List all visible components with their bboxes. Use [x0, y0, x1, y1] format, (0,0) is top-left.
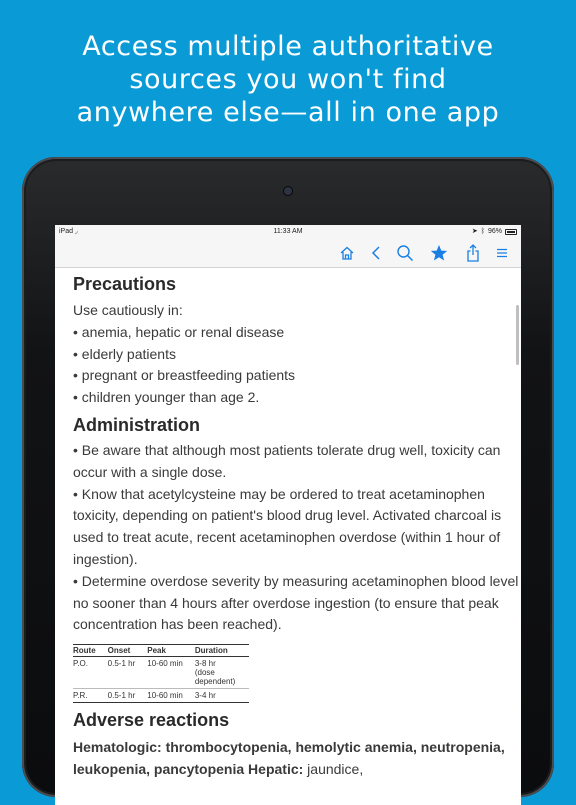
- ipad-screen: [55, 225, 521, 805]
- menu-icon[interactable]: [492, 244, 512, 262]
- precautions-item: • anemia, hepatic or renal disease: [73, 323, 285, 340]
- headline-line-2: sources you won't find: [129, 64, 447, 95]
- share-icon[interactable]: [463, 244, 483, 262]
- status-time: 11:33 AM: [273, 228, 303, 235]
- ipad-device-frame: [22, 157, 554, 797]
- table-cell: 0.5-1 hr: [108, 689, 148, 703]
- precautions-heading: Precautions: [73, 274, 177, 294]
- table-cell: 10-60 min: [147, 659, 183, 669]
- monograph-content: [55, 273, 521, 781]
- star-icon[interactable]: [429, 244, 449, 262]
- location-icon: ➤: [471, 228, 478, 235]
- search-icon[interactable]: [395, 244, 415, 262]
- promo-headline: [0, 30, 576, 129]
- table-row: [73, 689, 249, 703]
- administration-item: • Determine overdose severity by measuring acetaminophen blood level no sooner than 4 hours after overdose ingestion (to ensure that peak concentration has been reached).: [73, 572, 519, 633]
- administration-item: • Know that acetylcysteine may be ordered to treat acetaminophen toxicity, depending on patient's blood drug level. Activated charcoal is used to treat acute, recent acetaminophen overdose (within 1 hour of ingestion).: [73, 485, 502, 567]
- adverse-reactions-heading: Adverse reactions: [73, 710, 230, 731]
- table-cell: 0.5-1 hr: [107, 659, 136, 669]
- administration-heading: Administration: [73, 414, 201, 435]
- precautions-item: • children younger than age 2.: [73, 389, 260, 406]
- table-header: Peak: [147, 645, 195, 657]
- wifi-icon: ◞: [74, 228, 78, 235]
- precautions-item: • elderly patients: [73, 345, 176, 362]
- table-cell: 3-8 hr (dose dependent): [194, 659, 236, 687]
- adverse-reactions-text: [73, 737, 521, 781]
- administration-item: • Be aware that although most patients tolerate drug well, toxicity can occur with a single dose.: [73, 441, 501, 480]
- headline-line-3: anywhere else—all in one app: [76, 97, 500, 128]
- status-bar: [55, 225, 521, 239]
- table-header: Onset: [108, 645, 148, 657]
- table-cell: 3-4 hr: [195, 689, 249, 703]
- table-row: [73, 657, 249, 689]
- dose-table: [73, 644, 249, 703]
- adverse-bold-text: Hematologic: thrombocytopenia, hemolytic anemia, neutropenia, leukopenia, pancytopenia Hepatic:: [73, 739, 505, 777]
- table-header-row: [73, 645, 249, 657]
- table-cell: P.O.: [73, 659, 88, 669]
- status-device-label: iPad: [59, 228, 74, 235]
- table-header: Duration: [195, 645, 249, 657]
- scrollbar[interactable]: [516, 305, 519, 365]
- table-cell: P.R.: [73, 689, 108, 703]
- bluetooth-icon: ᛒ: [480, 228, 485, 235]
- status-right: [472, 225, 517, 239]
- battery-percent: 96%: [487, 228, 502, 235]
- precautions-item: • pregnant or breastfeeding patients: [73, 367, 296, 384]
- precautions-intro: Use cautiously in:: [73, 302, 183, 318]
- home-icon[interactable]: [337, 244, 357, 262]
- table-cell: 10-60 min: [147, 689, 195, 703]
- headline-line-1: Access multiple authoritative: [82, 31, 494, 62]
- front-camera: [284, 187, 292, 195]
- adverse-normal-text: jaundice,: [303, 760, 364, 777]
- table-header: Route: [73, 645, 108, 657]
- app-toolbar: [55, 239, 521, 268]
- back-chevron-icon[interactable]: [366, 244, 386, 262]
- battery-icon: [505, 229, 517, 235]
